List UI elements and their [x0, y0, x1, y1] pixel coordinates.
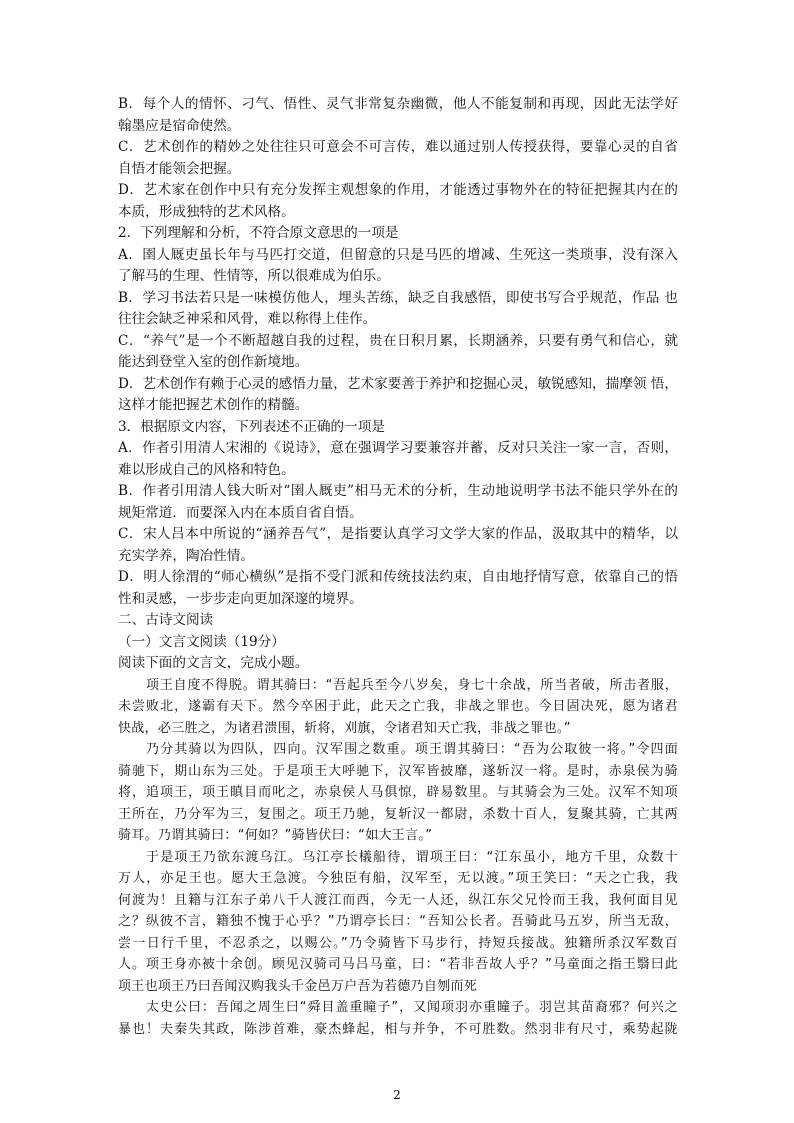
passage-line: 骑驰下，期山东为三处。于是项王大呼驰下，汉军皆披靡，遂斩汉一将。是时，赤泉侯为骑 — [118, 763, 678, 779]
subsection-heading: （一）文言文阅读（19分） — [118, 633, 285, 650]
reading-instruction: 阅读下面的文言文，完成小题。 — [118, 655, 309, 671]
option-c-line: C．艺术创作的精妙之处往往只可意会不可言传，难以通过别人传授获得，要靠心灵的自省 — [118, 139, 678, 155]
passage-line: 尝一日行千里，不忍杀之，以赐公。”乃令骑皆下马步行，持短兵接战。独籍所杀汉军数百 — [118, 935, 678, 951]
q2-option-d-line: 这样才能把握艺术创作的精髓。 — [118, 397, 309, 413]
page-number: 2 — [393, 1088, 401, 1102]
passage-line: 太史公曰：吾闻之周生曰“舜目盖重瞳子”，又闻项羽亦重瞳子。羽岂其苗裔邪？何兴之 — [146, 1000, 678, 1015]
q2-option-d-line: D．艺术创作有赖于心灵的感悟力量，艺术家要善于养护和挖掘心灵，敏锐感知，揣摩领 悟， — [118, 375, 678, 392]
q2-option-c-line: 能达到登堂入室的创作新境地。 — [118, 354, 309, 370]
option-b-line: 翰墨应是宿命使然。 — [118, 117, 241, 134]
q3-option-a-line: 难以形成自己的风格和特色。 — [118, 461, 295, 478]
passage-line: 暴也！夫秦失其政，陈涉首难，豪杰蜂起，相与并争，不可胜数。然羽非有尺寸，乘势起陇 — [118, 1021, 678, 1037]
question-2-stem: 2．下列理解和分析，不符合原文意思的一项是 — [118, 225, 399, 241]
passage-line: 乃分其骑以为四队，四向。汉军围之数重。项王谓其骑曰：“吾为公取彼一将。”令四面 — [146, 742, 678, 757]
q3-option-b-line: B．作者引用清人钱大昕对“圉人厩吏”相马无术的分析，生动地说明学书法不能只学外在的 — [118, 483, 678, 499]
passage-line: 何渡为！且籍与江东子弟八千人渡江而西，今无一人还，纵江东父兄怜而王我，我何面目见 — [118, 892, 678, 908]
option-d-line: D．艺术家在创作中只有充分发挥主观想象的作用，才能透过事物外在的特征把握其内在的 — [118, 182, 678, 198]
q2-option-b-line: 往往会缺乏神采和风骨，难以称得上佳作。 — [118, 311, 377, 327]
q3-option-c-line: C．宋人吕本中所说的“涵养吾气”，是指要认真学习文学大家的作品，汲取其中的精华，以 — [118, 526, 678, 542]
q2-option-a-line: 了解马的生理、性情等，所以很难成为伯乐。 — [118, 268, 390, 284]
option-d-line: 本质，形成独特的艺术风格。 — [118, 203, 295, 220]
passage-line: 将，追项王，项王瞋目而叱之，赤泉侯人马俱惊，辟易数里。与其骑会为三处。汉军不知项 — [118, 785, 678, 800]
q2-option-c-line: C．“养气”是一个不断超越自我的过程，贵在日积月累，长期涵养，只要有勇气和信心，就 — [118, 332, 678, 349]
passage-line: 骑耳。乃谓其骑曰：“何如？”骑皆伏曰：“如大王言。” — [118, 828, 433, 843]
passage-line-unpunctuated: 项王也项王乃曰吾闻汉购我头千金邑万户吾为若德乃自刎而死 — [118, 978, 478, 994]
q3-option-d-line: 性和灵感，一步步走向更加深邃的境界。 — [118, 590, 363, 607]
option-c-line: 自悟才能领会把握。 — [118, 160, 241, 177]
passage-line: 王所在，乃分军为三，复围之。项王乃驰，复斩汉一都尉，杀数十百人，复聚其骑，亡其两 — [118, 806, 678, 822]
page-body — [118, 94, 678, 1040]
question-3-stem: 3．根据原文内容，下列表述不正确的一项是 — [118, 418, 385, 435]
q2-option-b-line: B．学习书法若只是一味模仿他人，埋头苦练，缺乏自我感悟，即使书写合乎规范，作品 也 — [118, 289, 678, 306]
q3-option-d-line: D．明人徐渭的“师心横纵”是指不受门派和传统技法约束，自由地抒情写意，依靠自己的悟 — [118, 569, 678, 585]
passage-line: 万人，亦足王也。愿大王急渡。今独臣有船，汉军至，无以渡。”项王笑曰：“天之亡我，我 — [118, 871, 678, 886]
q3-option-a-line: A．作者引用清人宋湘的《说诗》，意在强调学习要兼容并蓄，反对只关注一家一言，否则， — [118, 440, 678, 456]
passage-line: 项王自度不得脱。谓其骑曰：“吾起兵至今八岁矣，身七十余战，所当者破，所击者服， — [146, 677, 678, 693]
option-b-line: B．每个人的情怀、刁气、悟性、灵气非常复杂幽微，他人不能复制和再现，因此无法学好 — [118, 96, 678, 112]
section-heading: 二、古诗文阅读 — [118, 612, 214, 628]
passage-line: 之？纵彼不言，籍独不愧于心乎？”乃谓亭长曰：“吾知公长者。吾骑此马五岁，所当无敌， — [118, 914, 678, 929]
passage-line: 人。项王身亦被十余创。顾见汉骑司马吕马童，曰：“若非吾故人乎？”马童面之指王翳曰此 — [118, 957, 678, 972]
q3-option-b-line: 规矩常道．而要深入内在本质自省自悟。 — [118, 504, 363, 521]
passage-line: 于是项王乃欲东渡乌江。乌江亭长檥船待，谓项王曰：“江东虽小，地方千里，众数十 — [146, 849, 678, 865]
q2-option-a-line: A．圉人厩吏虽长年与马匹打交道，但留意的只是马匹的增减、生死这一类琐事，没有深入 — [118, 246, 678, 263]
q3-option-c-line: 充实学养，陶冶性情。 — [118, 547, 254, 564]
passage-line: 快战，必三胜之，为诸君溃围，斩将，刈旗，令诸君知天亡我，非战之罪也。” — [118, 720, 571, 736]
passage-line: 未尝败北，遂霸有天下。然今卒困于此，此天之亡我，非战之罪也。今日固决死，愿为诸君 — [118, 699, 678, 714]
